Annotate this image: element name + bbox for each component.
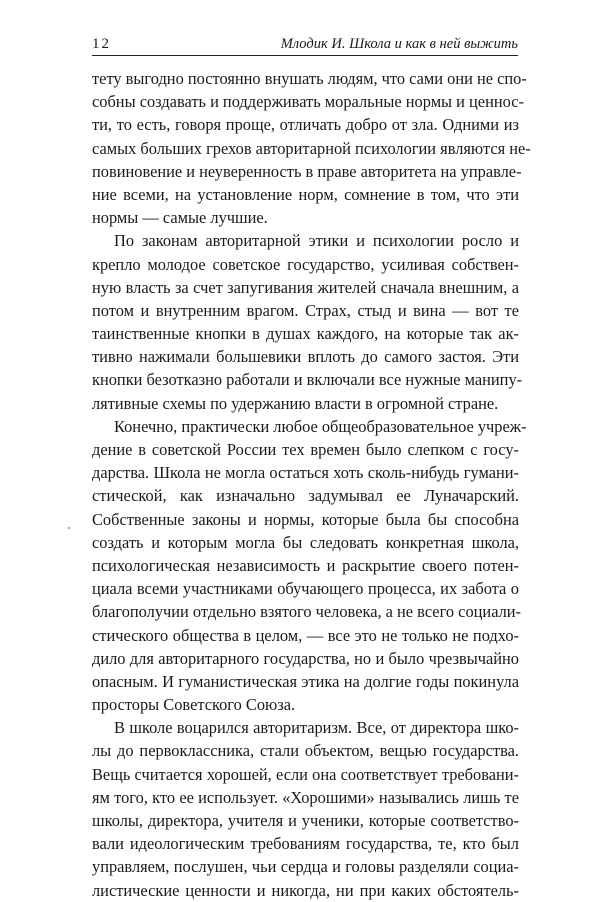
text-line: благополучии отдельно взятого человека, а не всего социали- <box>92 602 522 622</box>
text-line: вали идеологическим требованиям государства, те, кто был <box>92 834 519 854</box>
text-line: ям того, кто ее использует. «Хорошими» назывались лишь те <box>92 787 519 807</box>
running-header <box>92 33 518 56</box>
text-line: По законам авторитарной этики и психологии росло и <box>114 231 519 251</box>
text-line: ную власть за счет запугивания жителей сначала внешним, а <box>92 277 519 297</box>
text-line: повиновение и неуверенность в праве авторитета на управле- <box>92 161 522 181</box>
paragraph <box>92 716 519 902</box>
text-line: листические ценности и никогда, ни при каких обстоятель- <box>92 880 519 900</box>
running-title: Млодик И. Школа и как в ней выжить <box>280 36 518 52</box>
text-line: дарства. Школа не могла остаться хоть сколь-нибудь гумани- <box>92 463 519 483</box>
paragraph <box>92 229 523 415</box>
paragraph <box>92 67 531 229</box>
text-line: потом и внутренним врагом. Страх, стыд и вина — вот те <box>92 300 519 320</box>
text-line: просторы Советского Союза. <box>92 695 296 715</box>
text-line: дение в советской России тех времен было слепком с госу- <box>92 440 519 459</box>
text-line: нормы — самые лучшие. <box>92 208 268 228</box>
text-line: создать и которым могла бы следовать конкретная школа, <box>92 532 519 552</box>
text-line: крепло молодое советское государство, усиливая собствен- <box>92 254 519 274</box>
text-line: собны создавать и поддерживать моральные нормы и ценнос- <box>92 92 524 112</box>
paragraph <box>92 415 527 716</box>
text-line: опасным. И гуманистическая этика на долгие годы покинула <box>92 671 519 691</box>
text-line: лятивные схемы по удержанию власти в огромной стране. <box>92 393 499 413</box>
text-line: Собственные законы и нормы, которые была бы способна <box>92 509 519 529</box>
text-line: ние всеми, на установление норм, сомнение в том, что эти <box>92 184 519 204</box>
text-line: кнопки безотказно работали и включали все нужные манипу- <box>92 370 523 390</box>
text-line: лы до первоклассника, стали объектом, вещью государства. <box>92 741 519 761</box>
text-line: стического общества в целом, — все это не только не подхо- <box>92 625 519 645</box>
text-line: Конечно, практически любое общеобразовательное учреж- <box>114 416 527 436</box>
text-line: ти, то есть, говоря проще, отличать добро от зла. Одними из <box>92 115 519 135</box>
text-line: дило для авторитарного государства, но и было чрезвычайно <box>92 648 519 668</box>
text-line: В школе воцарился авторитаризм. Все, от директора шко- <box>114 718 519 738</box>
text-line: тету выгодно постоянно внушать людям, что сами они не спо- <box>92 69 527 88</box>
text-line: психологическая независимость и раскрытие своего потен- <box>92 555 519 575</box>
text-line: таинственные кнопки в душах каждого, на которые так ак- <box>92 324 519 344</box>
text-line: Вещь считается хорошей, если она соответствует требовани- <box>92 764 519 784</box>
print-speck <box>68 527 70 529</box>
text-line: стической, как изначально задумывал ее Луначарский. <box>92 486 519 506</box>
text-line: управляем, послушен, чьи сердца и головы разделяли социа- <box>92 857 519 877</box>
text-line: циала всеми участниками обучающего процесса, их забота о <box>92 579 519 599</box>
text-line: самых больших грехов авторитарной психологии являются не- <box>92 138 531 158</box>
text-line: тивно нажимали большевики вплоть до самого застоя. Эти <box>92 347 519 367</box>
text-line: школы, директора, учителя и ученики, которые соответство- <box>92 811 519 830</box>
body-text <box>92 67 531 902</box>
page-number: 12 <box>92 36 111 52</box>
